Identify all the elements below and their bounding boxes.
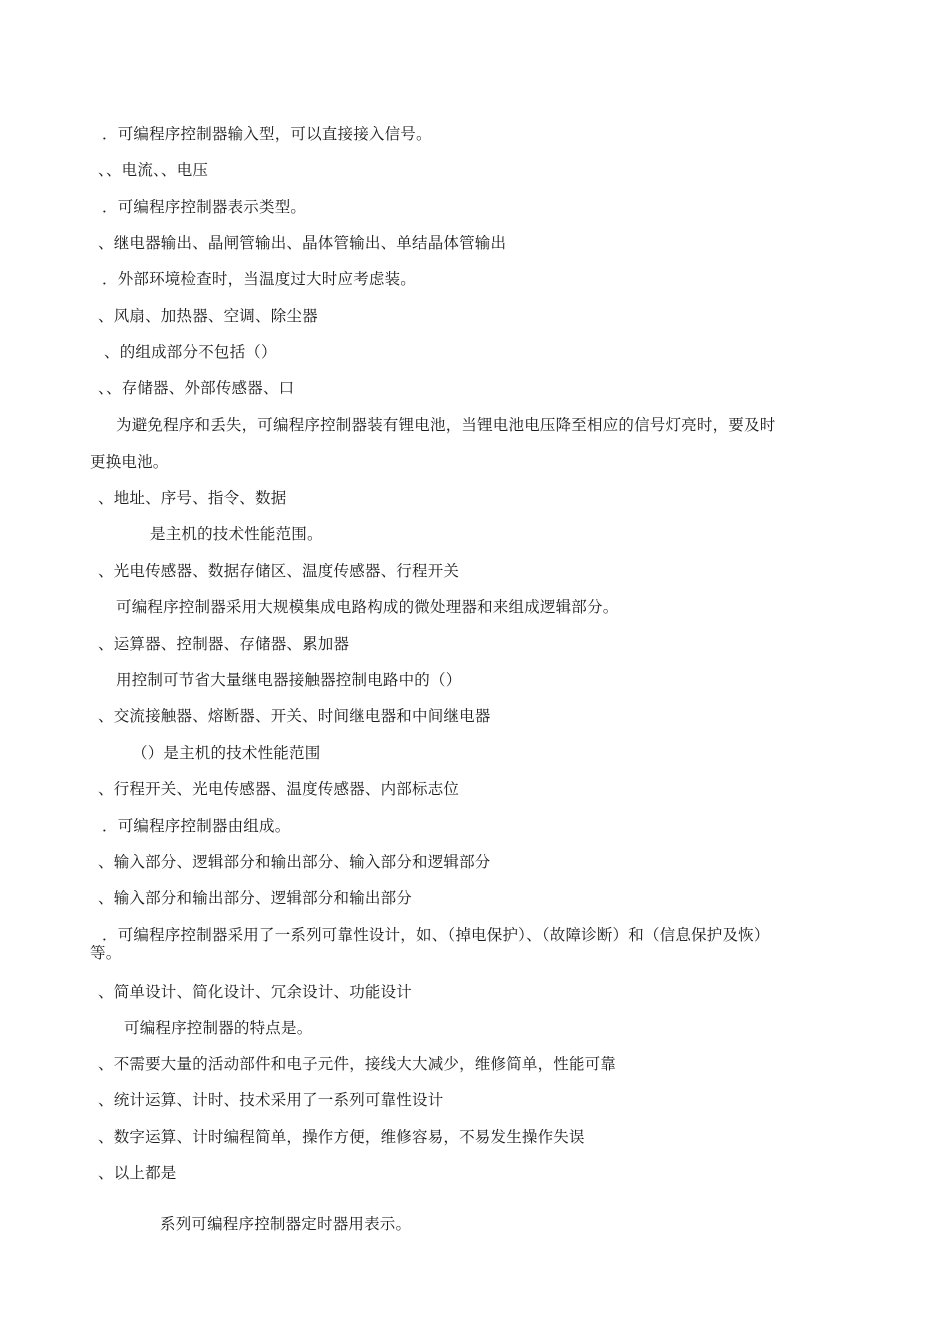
text-line: ．可编程序控制器采用了一系列可靠性设计，如、（掉电保护）、（故障诊断）和（信息保护及恢） bbox=[102, 926, 770, 944]
text-line: 、统计运算、计时、技术采用了一系列可靠性设计 bbox=[98, 1091, 444, 1109]
text-line: 、风扇、加热器、空调、除尘器 bbox=[98, 307, 318, 325]
text-line: 用控制可节省大量继电器接触器控制电路中的（） bbox=[116, 671, 462, 689]
text-line: 等。 bbox=[90, 944, 122, 962]
text-line: ．可编程序控制器表示类型。 bbox=[102, 198, 307, 216]
text-line: 、继电器输出、晶闸管输出、晶体管输出、单结晶体管输出 bbox=[98, 234, 507, 252]
text-line: 、简单设计、简化设计、冗余设计、功能设计 bbox=[98, 983, 413, 1001]
text-line: ．外部环境检查时，当温度过大时应考虑装。 bbox=[102, 270, 417, 288]
text-line: 为避免程序和丢失，可编程序控制器装有锂电池，当锂电池电压降至相应的信号灯亮时，要及时 bbox=[116, 416, 776, 434]
text-line: 、输入部分、逻辑部分和输出部分、输入部分和逻辑部分 bbox=[98, 853, 491, 871]
text-line: 、光电传感器、数据存储区、温度传感器、行程开关 bbox=[98, 562, 460, 580]
text-line: 、、电流、、电压 bbox=[98, 161, 209, 179]
text-line: 、不需要大量的活动部件和电子元件，接线大大减少，维修简单，性能可靠 bbox=[98, 1055, 617, 1073]
text-line: 、行程开关、光电传感器、温度传感器、内部标志位 bbox=[98, 780, 460, 798]
text-line: 是主机的技术性能范围。 bbox=[150, 525, 323, 543]
text-line: 、输入部分和输出部分、逻辑部分和输出部分 bbox=[98, 889, 413, 907]
text-line: 系列可编程序控制器定时器用表示。 bbox=[160, 1215, 412, 1233]
text-line: 可编程序控制器的特点是。 bbox=[124, 1019, 313, 1037]
text-line: ．可编程序控制器输入型，可以直接接入信号。 bbox=[102, 125, 432, 143]
text-line: 、交流接触器、熔断器、开关、时间继电器和中间继电器 bbox=[98, 707, 491, 725]
text-line: ．可编程序控制器由组成。 bbox=[102, 817, 291, 835]
text-line: 、数字运算、计时编程简单，操作方便，维修容易，不易发生操作失误 bbox=[98, 1128, 585, 1146]
text-line: 、以上都是 bbox=[98, 1164, 177, 1182]
text-line: 、运算器、控制器、存储器、累加器 bbox=[98, 635, 350, 653]
text-line: 更换电池。 bbox=[90, 453, 169, 471]
text-line: 、、存储器、外部传感器、口 bbox=[98, 379, 295, 397]
text-line: 可编程序控制器采用大规模集成电路构成的微处理器和来组成逻辑部分。 bbox=[116, 598, 619, 616]
text-line: 、地址、序号、指令、数据 bbox=[98, 489, 287, 507]
text-line: （）是主机的技术性能范围 bbox=[132, 744, 321, 762]
text-line: 、的组成部分不包括（） bbox=[104, 343, 277, 361]
